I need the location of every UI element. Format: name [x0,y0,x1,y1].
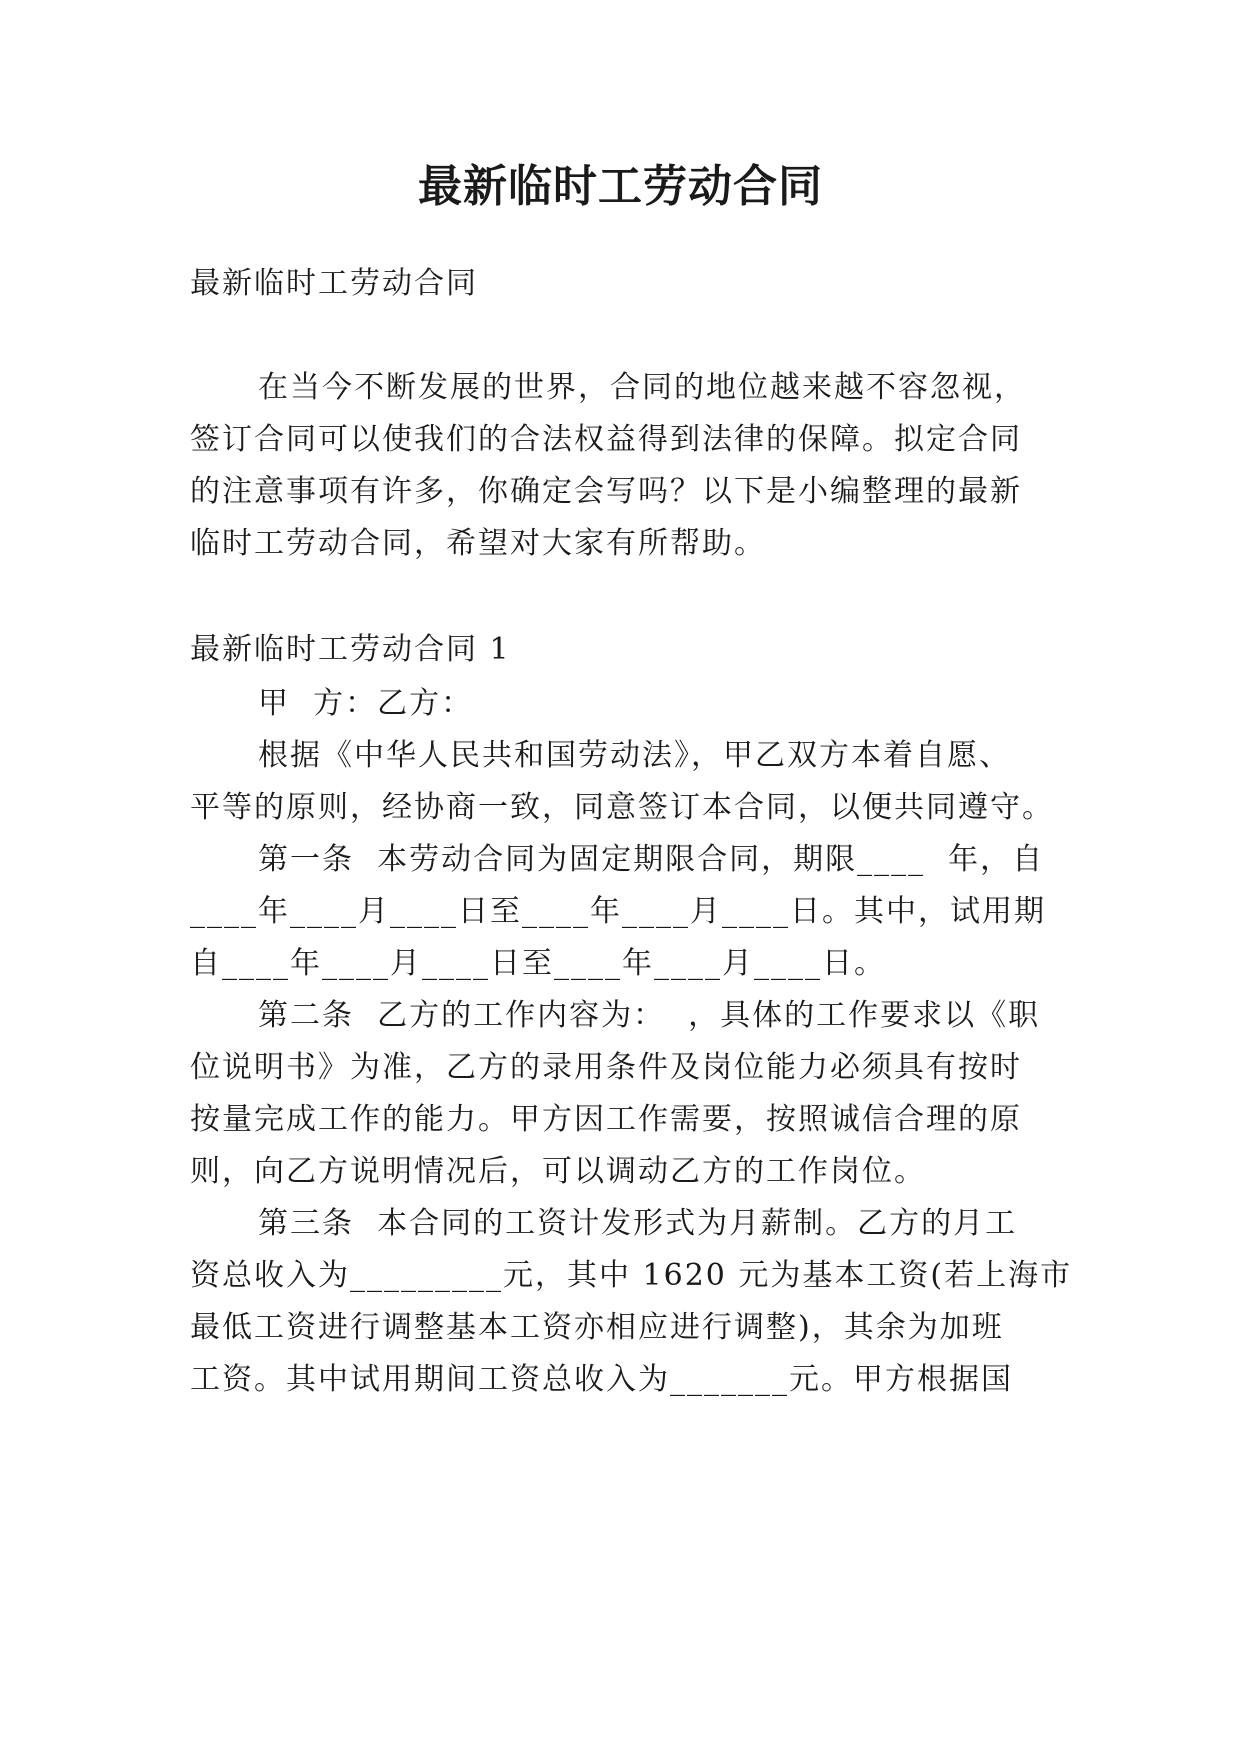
article1-line-2: ____年____月____日至____年____月____日。其中，试用期 [190,894,1046,929]
intro-line-3: 的注意事项有许多，你确定会写吗？以下是小编整理的最新 [190,474,1022,509]
parties-line: 甲 方：乙方： [258,686,474,721]
intro-line-1: 在当今不断发展的世界，合同的地位越来越不容忽视， [258,370,1026,405]
article1-line-1: 第一条 本劳动合同为固定期限合同，期限____ 年，自 [258,842,1045,877]
preamble-line-1: 根据《中华人民共和国劳动法》，甲乙双方本着自愿、 [258,738,1011,773]
article2-line-3: 按量完成工作的能力。甲方因工作需要，按照诚信合理的原 [190,1102,1022,1137]
article3-line-1: 第三条 本合同的工资计发形式为月薪制。乙方的月工 [258,1206,1018,1241]
section-heading: 最新临时工劳动合同 1 [190,632,511,667]
intro-line-2: 签订合同可以使我们的合法权益得到法律的保障。拟定合同 [190,422,1022,457]
article1-line-3: 自____年____月____日至____年____月____日。 [190,946,886,981]
document-subtitle: 最新临时工劳动合同 [190,266,478,301]
intro-line-4: 临时工劳动合同，希望对大家有所帮助。 [190,526,766,561]
article3-line-3: 最低工资进行调整基本工资亦相应进行调整)，其余为加班 [190,1310,1004,1345]
document-title: 最新临时工劳动合同 [418,161,823,212]
article2-line-1: 第二条 乙方的工作内容为： ，具体的工作要求以《职 [258,998,1041,1033]
article3-line-4: 工资。其中试用期间工资总收入为_______元。甲方根据国 [190,1362,1013,1397]
article2-line-4: 则，向乙方说明情况后，可以调动乙方的工作岗位。 [190,1154,926,1189]
preamble-line-2: 平等的原则，经协商一致，同意签订本合同，以便共同遵守。 [190,790,1054,825]
article3-line-2: 资总收入为_________元，其中 1620 元为基本工资(若上海市 [190,1258,1073,1293]
article2-line-2: 位说明书》为准，乙方的录用条件及岗位能力必须具有按时 [190,1050,1022,1085]
